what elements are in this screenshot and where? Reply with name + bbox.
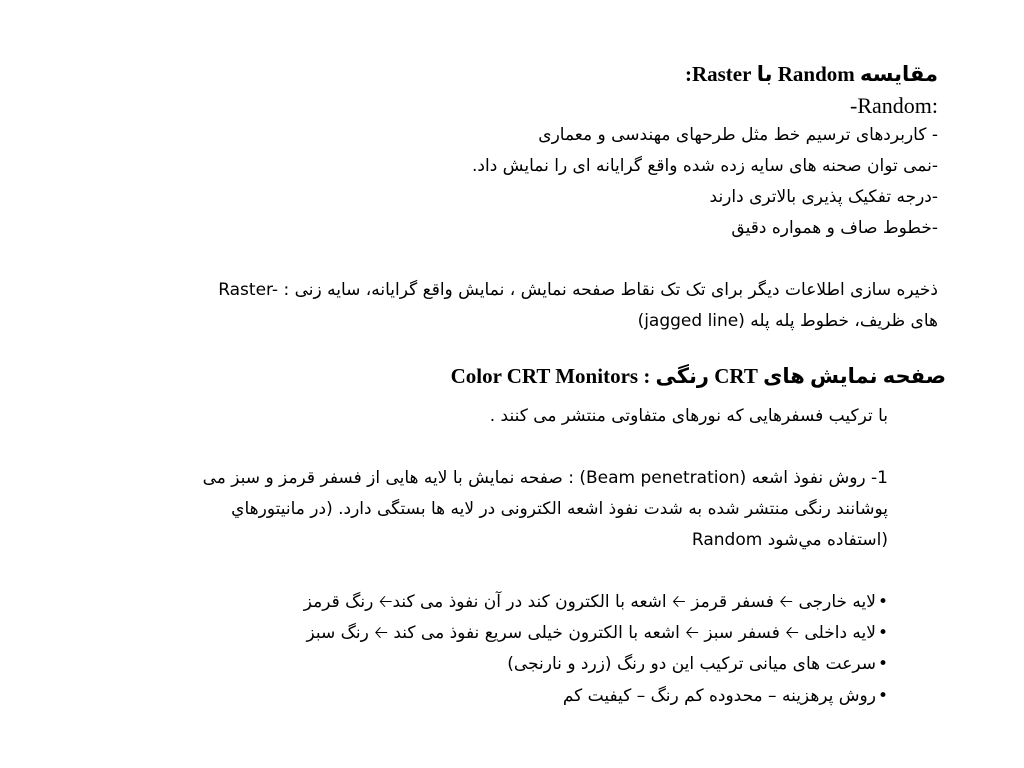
- bullet-text: لایه داخلی 🡠 فسفر سبز 🡠 اشعه با الکترون خیلی سریع نفوذ می کند 🡠 رنگ سبز: [306, 623, 876, 643]
- bullet-text: روش پرهزینه – محدوده کم رنگ – کیفیت کم: [562, 686, 876, 706]
- random-item: -درجه تفکیک پذیری بالاتری دارند: [709, 187, 938, 207]
- bullet-icon: •: [877, 592, 888, 612]
- bullet-item: [304, 592, 888, 612]
- bullet-icon: •: [877, 686, 888, 706]
- beam-penetration-line: 1- روش نفوذ اشعه (Beam penetration) : صفحه نمایش با لایه هایی از فسفر قرمز و سبز می: [202, 468, 888, 488]
- raster-description-line: Raster- : ذخیره سازی اطلاعات دیگر برای تک تک نقاط صفحه نمایش ، نمایش واقع گرایانه، سایه زنی: [218, 280, 938, 300]
- color-crt-description: با ترکیب فسفرهایی که نورهای متفاوتی منتشر می کنند .: [489, 406, 888, 426]
- bullet-item: [563, 686, 888, 706]
- beam-penetration-line: پوشانند رنگی منتشر شده به شدت نفوذ اشعه الکترونی در لایه ها بستگی دارد. (در مانیتورهاي: [231, 499, 888, 519]
- raster-description-line: های ظریف، خطوط پله پله (jagged line): [637, 311, 938, 331]
- random-item: -نمی توان صحنه های سایه زده شده واقع گرایانه ای را نمایش داد.: [472, 156, 938, 176]
- random-heading: -Random:: [850, 93, 938, 118]
- compare-title: مقایسه Random با Raster:: [684, 62, 938, 86]
- bullet-icon: •: [877, 654, 888, 674]
- beam-penetration-line: Random استفاده مي‌شود): [691, 530, 888, 550]
- random-item: - کاربردهای ترسیم خط مثل طرحهای مهندسی و معماری: [538, 125, 938, 145]
- bullet-icon: •: [877, 623, 888, 643]
- random-item: -خطوط صاف و همواره دقیق: [731, 218, 938, 238]
- bullet-text: لایه خارجی 🡠 فسفر قرمز 🡠 اشعه با الکترون کند در آن نفوذ می کند🡠 رنگ قرمز: [303, 592, 876, 612]
- bullet-item: [507, 654, 888, 674]
- bullet-item: [306, 623, 888, 643]
- color-crt-title: صفحه نمایش های CRT رنگی : Color CRT Monitors: [450, 364, 946, 388]
- bullet-text: سرعت های میانی ترکیب این دو رنگ (زرد و نارنجی): [507, 654, 876, 674]
